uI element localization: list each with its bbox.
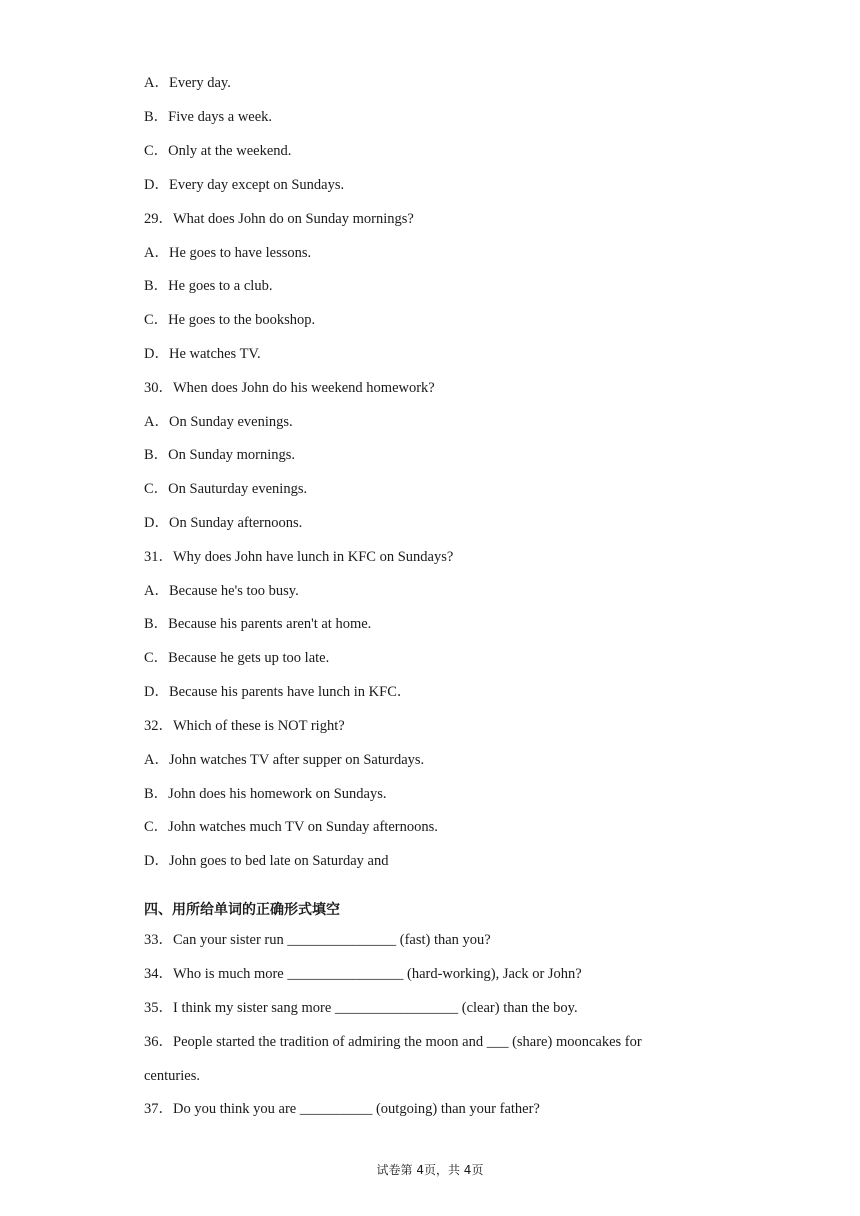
q31-stem: 31．Why does John have lunch in KFC on Sundays?	[144, 549, 454, 565]
q30-option-c: C．On Sauturday evenings.	[144, 481, 308, 497]
q28-option-b: B．Five days a week.	[144, 109, 273, 125]
q28-option-d: D．Every day except on Sundays.	[144, 177, 345, 193]
q29-option-b: B．He goes to a club.	[144, 278, 273, 294]
q33-item: 33．Can your sister run _______________ (fast) than you?	[144, 932, 491, 948]
q37-item: 37．Do you think you are __________ (outgoing) than your father?	[144, 1101, 540, 1117]
q31-option-d: D．Because his parents have lunch in KFC．	[144, 684, 412, 700]
q34-item: 34．Who is much more ________________ (hard-working), Jack or John?	[144, 966, 582, 982]
q36-item-continued: centuries.	[144, 1068, 200, 1084]
q35-item: 35．I think my sister sang more _________________ (clear) than the boy.	[144, 1000, 578, 1016]
q30-stem: 30．When does John do his weekend homework?	[144, 380, 435, 396]
q32-option-c: C．John watches much TV on Sunday afternoons.	[144, 819, 438, 835]
q36-item: 36．People started the tradition of admiring the moon and ___ (share) mooncakes for	[144, 1034, 642, 1050]
q30-option-d: D．On Sunday afternoons.	[144, 515, 303, 531]
q28-option-c: C．Only at the weekend.	[144, 143, 292, 159]
q30-option-b: B．On Sunday mornings.	[144, 447, 296, 463]
q29-stem: 29．What does John do on Sunday mornings?	[144, 211, 414, 227]
q32-option-a: A．John watches TV after supper on Saturdays.	[144, 752, 425, 768]
q29-option-a: A．He goes to have lessons.	[144, 245, 312, 261]
q28-option-a: A．Every day.	[144, 75, 231, 91]
q32-stem: 32．Which of these is NOT right?	[144, 718, 345, 734]
section-heading: 四、用所给单词的正确形式填空	[144, 902, 340, 918]
q30-option-a: A．On Sunday evenings.	[144, 414, 293, 430]
q31-option-b: B．Because his parents aren't at home.	[144, 616, 372, 632]
q32-option-b: B．John does his homework on Sundays.	[144, 786, 387, 802]
q31-option-c: C．Because he gets up too late.	[144, 650, 330, 666]
q32-option-d: D．John goes to bed late on Saturday and	[144, 853, 389, 869]
q29-option-c: C．He goes to the bookshop.	[144, 312, 316, 328]
page-footer: 试卷第 4页，共 4页	[376, 1163, 484, 1177]
q29-option-d: D．He watches TV.	[144, 346, 261, 362]
q31-option-a: A．Because he's too busy.	[144, 583, 299, 599]
